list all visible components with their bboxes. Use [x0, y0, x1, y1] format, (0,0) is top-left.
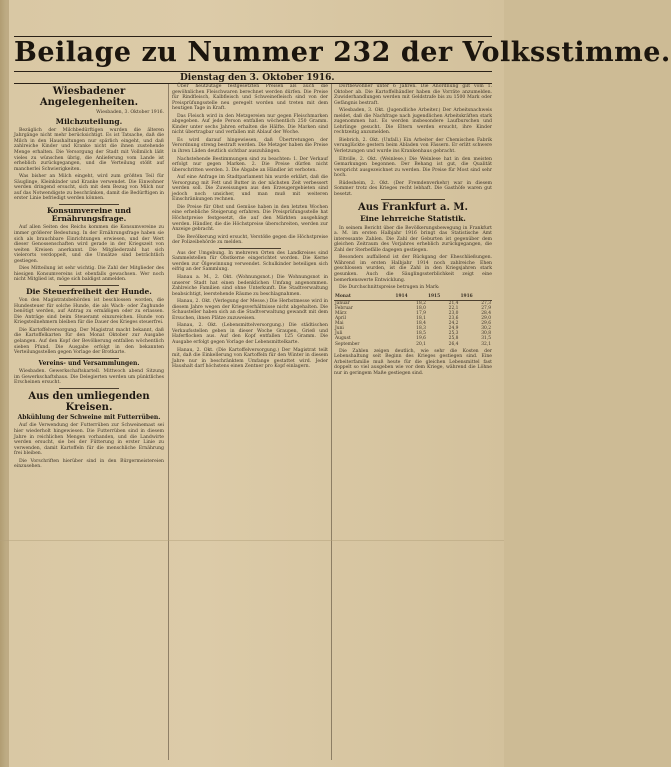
table-cell: Juni [335, 326, 344, 332]
price-table [334, 293, 492, 347]
table-cell: 18,3 [416, 326, 426, 332]
table-cell: Januar [335, 300, 350, 306]
table-cell: 29,0 [481, 316, 491, 322]
article-paragraph: Wiesbaden, 3. Okt. (Jugendliche Arbeiter.) Der Arbeitsnachweis meldet, daß die Nachfrage nach jugendlichen Arbeitskräften stark zugenommen hat. Es werden insbesondere Laufburschen und Lehrlinge gesucht. Die Eltern werden ersucht, ihre Kinder rechtzeitig anzumelden. [334, 108, 492, 136]
separator [59, 204, 119, 205]
table-cell: 17,9 [416, 310, 426, 316]
article-paragraph: Was bisher an Milch eingeht, wird zum größten Teil für Säuglinge, Kleinkinder und Kranke verwendet. Die Einwohner werden dringend ersucht, sich mit dem Bezug von Milch nur auf das Notwendigste zu beschränken, damit die Bedürftigen in erster Linie befriedigt werden können. [14, 174, 164, 202]
table-cell: 19,6 [416, 336, 426, 342]
table-cell: 30,8 [481, 331, 491, 337]
column-divider-1 [168, 84, 169, 760]
table-cell: 24,2 [448, 321, 459, 327]
column-divider-2 [331, 84, 332, 760]
article-paragraph: Hanau, 2. Okt. (Verlegung der Messe.) Die Herbstmesse wird in diesem Jahre wegen der Kriegsverhältnisse nicht abgehalten. Die Schausteller haben sich an die Stadtverwaltung gewandt mit dem Ersuchen, ihnen Plätze zuzuweisen. [172, 299, 328, 321]
table-header-cell: Monat [334, 293, 394, 301]
article-paragraph: Aus der Umgebung. In mehreren Orten des Landkreises sind Sammelstellen für Obstkerne eingerichtet worden. Die Kerne werden zur Ölgewinnung verwendet. Schulkinder beteiligen sich eifrig an der Sammlung. [172, 250, 328, 273]
column-3 [334, 84, 492, 378]
table-cell: 25,3 [448, 331, 459, 337]
separator [59, 285, 119, 286]
table-cell: 30,2 [481, 326, 491, 332]
section-heading-districts: Aus den umliegenden Kreisen. [28, 390, 150, 413]
section-heading-frankfurt: Aus Frankfurt a. M. [358, 202, 468, 214]
table-row [334, 342, 492, 347]
article-paragraph: Auf eine Anfrage im Stadtparlament hin wurde erklärt, daß die Versorgung mit Fett und Butter in der nächsten Zeit verbessert werden soll. Die Zuweisungen aus den Erzeugergebieten sind jedoch noch unsicher, und man muß mit weiteren Einschränkungen rechnen. [172, 175, 328, 203]
table-header-cell: 1914 [394, 293, 427, 301]
table-cell: 18,1 [416, 316, 426, 322]
table-cell: 25,8 [448, 336, 459, 342]
table-cell: 18,5 [416, 331, 426, 337]
table-cell: 32,1 [481, 341, 491, 347]
article-paragraph: In seinem Bericht über die Bevölkerungsbewegung in Frankfurt a. M. im ersten Halbjahr 1916 bringt das Statistische Amt interessante Zahlen. Die Zahl der Geburten ist gegenüber dem gleichen Zeitraum des Vorjahres erheblich zurückgegangen, die Zahl der Sterbefälle dagegen gestiegen. [334, 225, 492, 253]
separator [219, 248, 281, 249]
table-cell: 18,2 [416, 300, 426, 306]
table-cell: 28,4 [481, 310, 491, 316]
article-paragraph: Die Zahlen zeigen deutlich, wie sehr die Kosten der Lebenshaltung seit Beginn des Krieges gestiegen sind. Eine Arbeiterfamilie muß heute für die gleichen Lebensmittel fast doppelt so viel ausgeben wie vor dem Kriege, während die Löhne nur in geringem Maße gestiegen sind. [334, 348, 492, 376]
issue-date: Dienstag den 3. Oktober 1916. [180, 73, 335, 83]
article-paragraph: Auf allen Seiten des Reichs kommen die Konsumvereine zu immer größerer Bedeutung. In der Ernährungsfrage haben sie sich als brauchbare Einrichtungen erwiesen, und der Wert dieser Genossenschaften wird gerade in der Kriegszeit von weiten Kreisen anerkannt. Die Mitgliederzahl hat sich vielerorts verdoppelt, und die Umsätze sind beträchtlich gestiegen. [14, 225, 164, 264]
table-cell: 23,6 [448, 316, 459, 322]
section-heading-local: Wiesbadener Angelegenheiten. [39, 86, 139, 108]
article-paragraph: Das Fleisch wird in den Metzgereien nur gegen Fleischmarken abgegeben. Auf jede Person entfallen wöchentlich 250 Gramm. Kinder unter sechs Jahren erhalten die Hälfte. Die Marken sind nicht übertragbar und verfallen mit Ablauf der Woche. [172, 113, 328, 136]
article-paragraph: Von den Magistratsbehörden ist beschlossen worden, die Hundesteuer für solche Hunde, die als Wach- oder Zughunde benötigt werden, auf Antrag zu ermäßigen oder zu erlassen. Die Anträge sind beim Steueramt einzureichen. Hunde von Kriegsteilnehmern bleiben für die Dauer des Krieges steuerfrei. [14, 298, 164, 326]
article-paragraph: Dorfbewohner unter 6 Jahren. Die Anordnung gilt vom 1. Oktober ab. Die Kartoffelhändler haben die Vorräte anzumelden. Zuwiderhandlungen werden mit Geldstrafe bis zu 1500 Mark oder Gefängnis bestraft. [334, 84, 492, 106]
article-heading-dogs: Die Steuerfreiheit der Hunde. [26, 286, 152, 296]
table-cell: 29,6 [481, 321, 491, 327]
table-cell: 31,5 [481, 336, 491, 342]
separator [59, 388, 119, 389]
table-cell: Mai [335, 321, 344, 327]
table-cell: September [335, 341, 360, 347]
article-paragraph: Die Preise für Obst und Gemüse haben in den letzten Wochen eine erhebliche Steigerung erfahren. Die Preisprüfungsstelle hat Höchstpreise festgesetzt, die auf den Märkten ausgehängt werden. Händler, die die Höchstpreise überschreiten, werden zur Anzeige gebracht. [172, 204, 328, 233]
article-paragraph: Biebrich, 2. Okt. (Unfall.) Ein Arbeiter der Chemischen Fabrik verunglückte gestern beim Abladen von Fässern. Er erlitt schwere Verletzungen und wurde ins Krankenhaus gebracht. [334, 137, 492, 155]
article-paragraph: Es wird darauf hingewiesen, daß Übertretungen der Verordnung streng bestraft werden. Die Metzger haben die Preise in ihren Läden deutlich sichtbar auszuhängen. [172, 137, 328, 155]
table-header-cell: 1916 [459, 293, 492, 301]
article-paragraph: Die Kartoffelversorgung. Der Magistrat macht bekannt, daß die Kartoffelkarten für den Monat Oktober zur Ausgabe gelangen. Auf den Kopf der Bevölkerung entfallen wöchentlich sieben Pfund. Die Ausgabe erfolgt in den bekannten Verteilungsstellen gegen Vorlage der Brotkarte. [14, 327, 164, 356]
page-edge-stain [0, 0, 9, 767]
table-cell: 27,9 [481, 305, 491, 311]
article-paragraph: Hanau, 2. Okt. (Die Kartoffelversorgung.) Der Magistrat teilt mit, daß die Einkellerung von Kartoffeln für den Winter in diesem Jahre nur in beschränktem Umfange gestattet wird. Jeder Haushalt darf höchstens einen Zentner pro Kopf einlagern. [172, 347, 328, 370]
table-cell: 23,0 [448, 310, 459, 316]
masthead-bottom-rule [14, 71, 492, 72]
table-cell: 26,4 [448, 341, 459, 347]
article-heading-meetings: Vereins- und Versammlungen. [38, 359, 140, 367]
article-heading-pigs: Abkühlung der Schweine mit Futterrüben. [17, 413, 161, 421]
table-cell: Juli [335, 331, 343, 337]
column-1 [14, 84, 164, 472]
table-cell: 21,4 [448, 300, 459, 306]
table-cell: Februar [335, 305, 353, 311]
table-header-cell: 1915 [427, 293, 460, 301]
article-paragraph: Die Durchschnittspreise betrugen in Mark: [339, 285, 440, 291]
table-cell: 18,0 [416, 305, 426, 311]
table-cell: 20,1 [416, 341, 426, 347]
separator [381, 199, 444, 200]
article-paragraph: Wiesbaden. Gewerkschaftskartell. Mittwoch abend Sitzung im Gewerkschaftshaus. Die Delegierten werden um pünktliches Erscheinen ersucht. [14, 369, 164, 386]
paper-fold-line [0, 540, 504, 541]
article-paragraph: Über heutzutage festgesetzten Preisen als auch die gewöhnlichen Fleischwaren berechnet werden dürfen. Die Preise für Rindfleisch, Kalbfleisch und Schweinefleisch sind von der Preisprüfungsstelle neu geregelt worden und treten mit dem heutigen Tage in Kraft. [172, 84, 328, 112]
separator [59, 358, 119, 359]
article-paragraph: Rüdesheim, 2. Okt. (Der Fremdenverkehr) war in diesem Sommer trotz des Krieges recht lebhaft. Die Gasthöfe waren gut besetzt. [334, 180, 492, 197]
article-paragraph: Hanau a. M., 2. Okt. (Wohnungsnot.) Die Wohnungsnot in unserer Stadt hat einen bedenklichen Umfang angenommen. Zahlreiche Familien sind ohne Unterkunft. Die Stadtverwaltung beabsichtigt, leerstehende Räume zu beschlagnahmen. [172, 274, 328, 297]
table-cell: 24,9 [448, 326, 459, 332]
table-cell: 27,3 [481, 300, 491, 306]
table-body [334, 300, 492, 346]
article-heading-consumer: Konsumvereine und Ernährungsfrage. [46, 205, 132, 224]
article-paragraph: Nachstehende Bestimmungen sind zu beachten: 1. Der Verkauf erfolgt nur gegen Marken. 2. Die Preise dürfen nicht überschritten werden. 3. Die Abgabe an Händler ist verboten. [172, 156, 328, 173]
masthead-title: Beilage zu Nummer 232 der Volksstimme. [14, 37, 671, 68]
table-cell: August [335, 336, 351, 342]
article-paragraph: Auf die Verwendung der Futterrüben zur Schweinemast sei hier wiederholt hingewiesen. Die Futterrüben sind in diesem Jahre in reichlichen Mengen vorhanden, und die Landwirte werden ersucht, sie bei der Fütterung in erster Linie zu verwenden, damit Kartoffeln für die menschliche Ernährung frei bleiben. [14, 423, 164, 457]
article-paragraph: Die Vorschriften hierüber sind in den Bürgermeistereien einzusehen. [14, 458, 164, 470]
article-paragraph: Eltville, 2. Okt. (Weinlese.) Die Weinlese hat in den meisten Gemarkungen begonnen. Der Behang ist gut, die Qualität verspricht ausgezeichnet zu werden. Die Preise für Most sind sehr hoch. [334, 156, 492, 179]
article-paragraph: Besonders auffallend ist der Rückgang der Eheschließungen. Während im ersten Halbjahr 1914 noch zahlreiche Ehen geschlossen wurden, ist die Zahl in den Kriegsjahren stark gesunken. Auch die Säuglingssterblichkeit zeigt eine bemerkenswerte Entwicklung. [334, 255, 492, 283]
article-paragraph: Die Bevölkerung wird ersucht, Verstöße gegen die Höchstpreise der Polizeibehörde zu melden. [172, 234, 328, 246]
table-header-row [334, 293, 492, 301]
table-cell: 18,4 [416, 321, 426, 327]
table-cell: März [335, 310, 347, 316]
table-cell: 22,1 [448, 305, 459, 311]
column-2 [172, 84, 328, 372]
article-heading-milk: Milchzuteilung. [55, 116, 123, 126]
article-heading-statistics: Eine lehrreiche Statistik. [360, 214, 466, 224]
article-paragraph: Bezüglich der Milchbedürftigen wurden die älteren Jahrgänge nicht mehr berücksichtigt. Es ist Tatsache, daß die Milch in den Haushaltungen nur spärlich eingeht, und daß zahlreiche Kinder und Kranke nicht die ihnen zustehende Menge erhalten. Die Versorgung der Stadt mit Vollmilch läßt vieles zu wünschen übrig, die Anlieferung vom Lande ist erheblich zurückgegangen, und die Verteilung stößt auf mancherlei Schwierigkeiten. [14, 127, 164, 172]
article-paragraph: Hanau, 2. Okt. (Lebensmittelversorgung.) Die städtischen Verkaufsstellen geben in dieser Woche Graupen, Grieß und Haferflocken aus. Auf den Kopf entfallen 125 Gramm. Die Ausgabe erfolgt gegen Vorlage der Lebensmittelkarte. [172, 323, 328, 345]
article-paragraph: Dies Mitteilung ist sehr wichtig. Die Zahl der Mitglieder des hiesigen Konsumvereins ist ebenfalls gewachsen. Wer noch nicht Mitglied ist, möge sich baldigst anmelden. [14, 266, 164, 283]
table-cell: April [335, 316, 346, 322]
dateline: Wiesbaden, 3. Oktober 1916. [96, 110, 164, 115]
